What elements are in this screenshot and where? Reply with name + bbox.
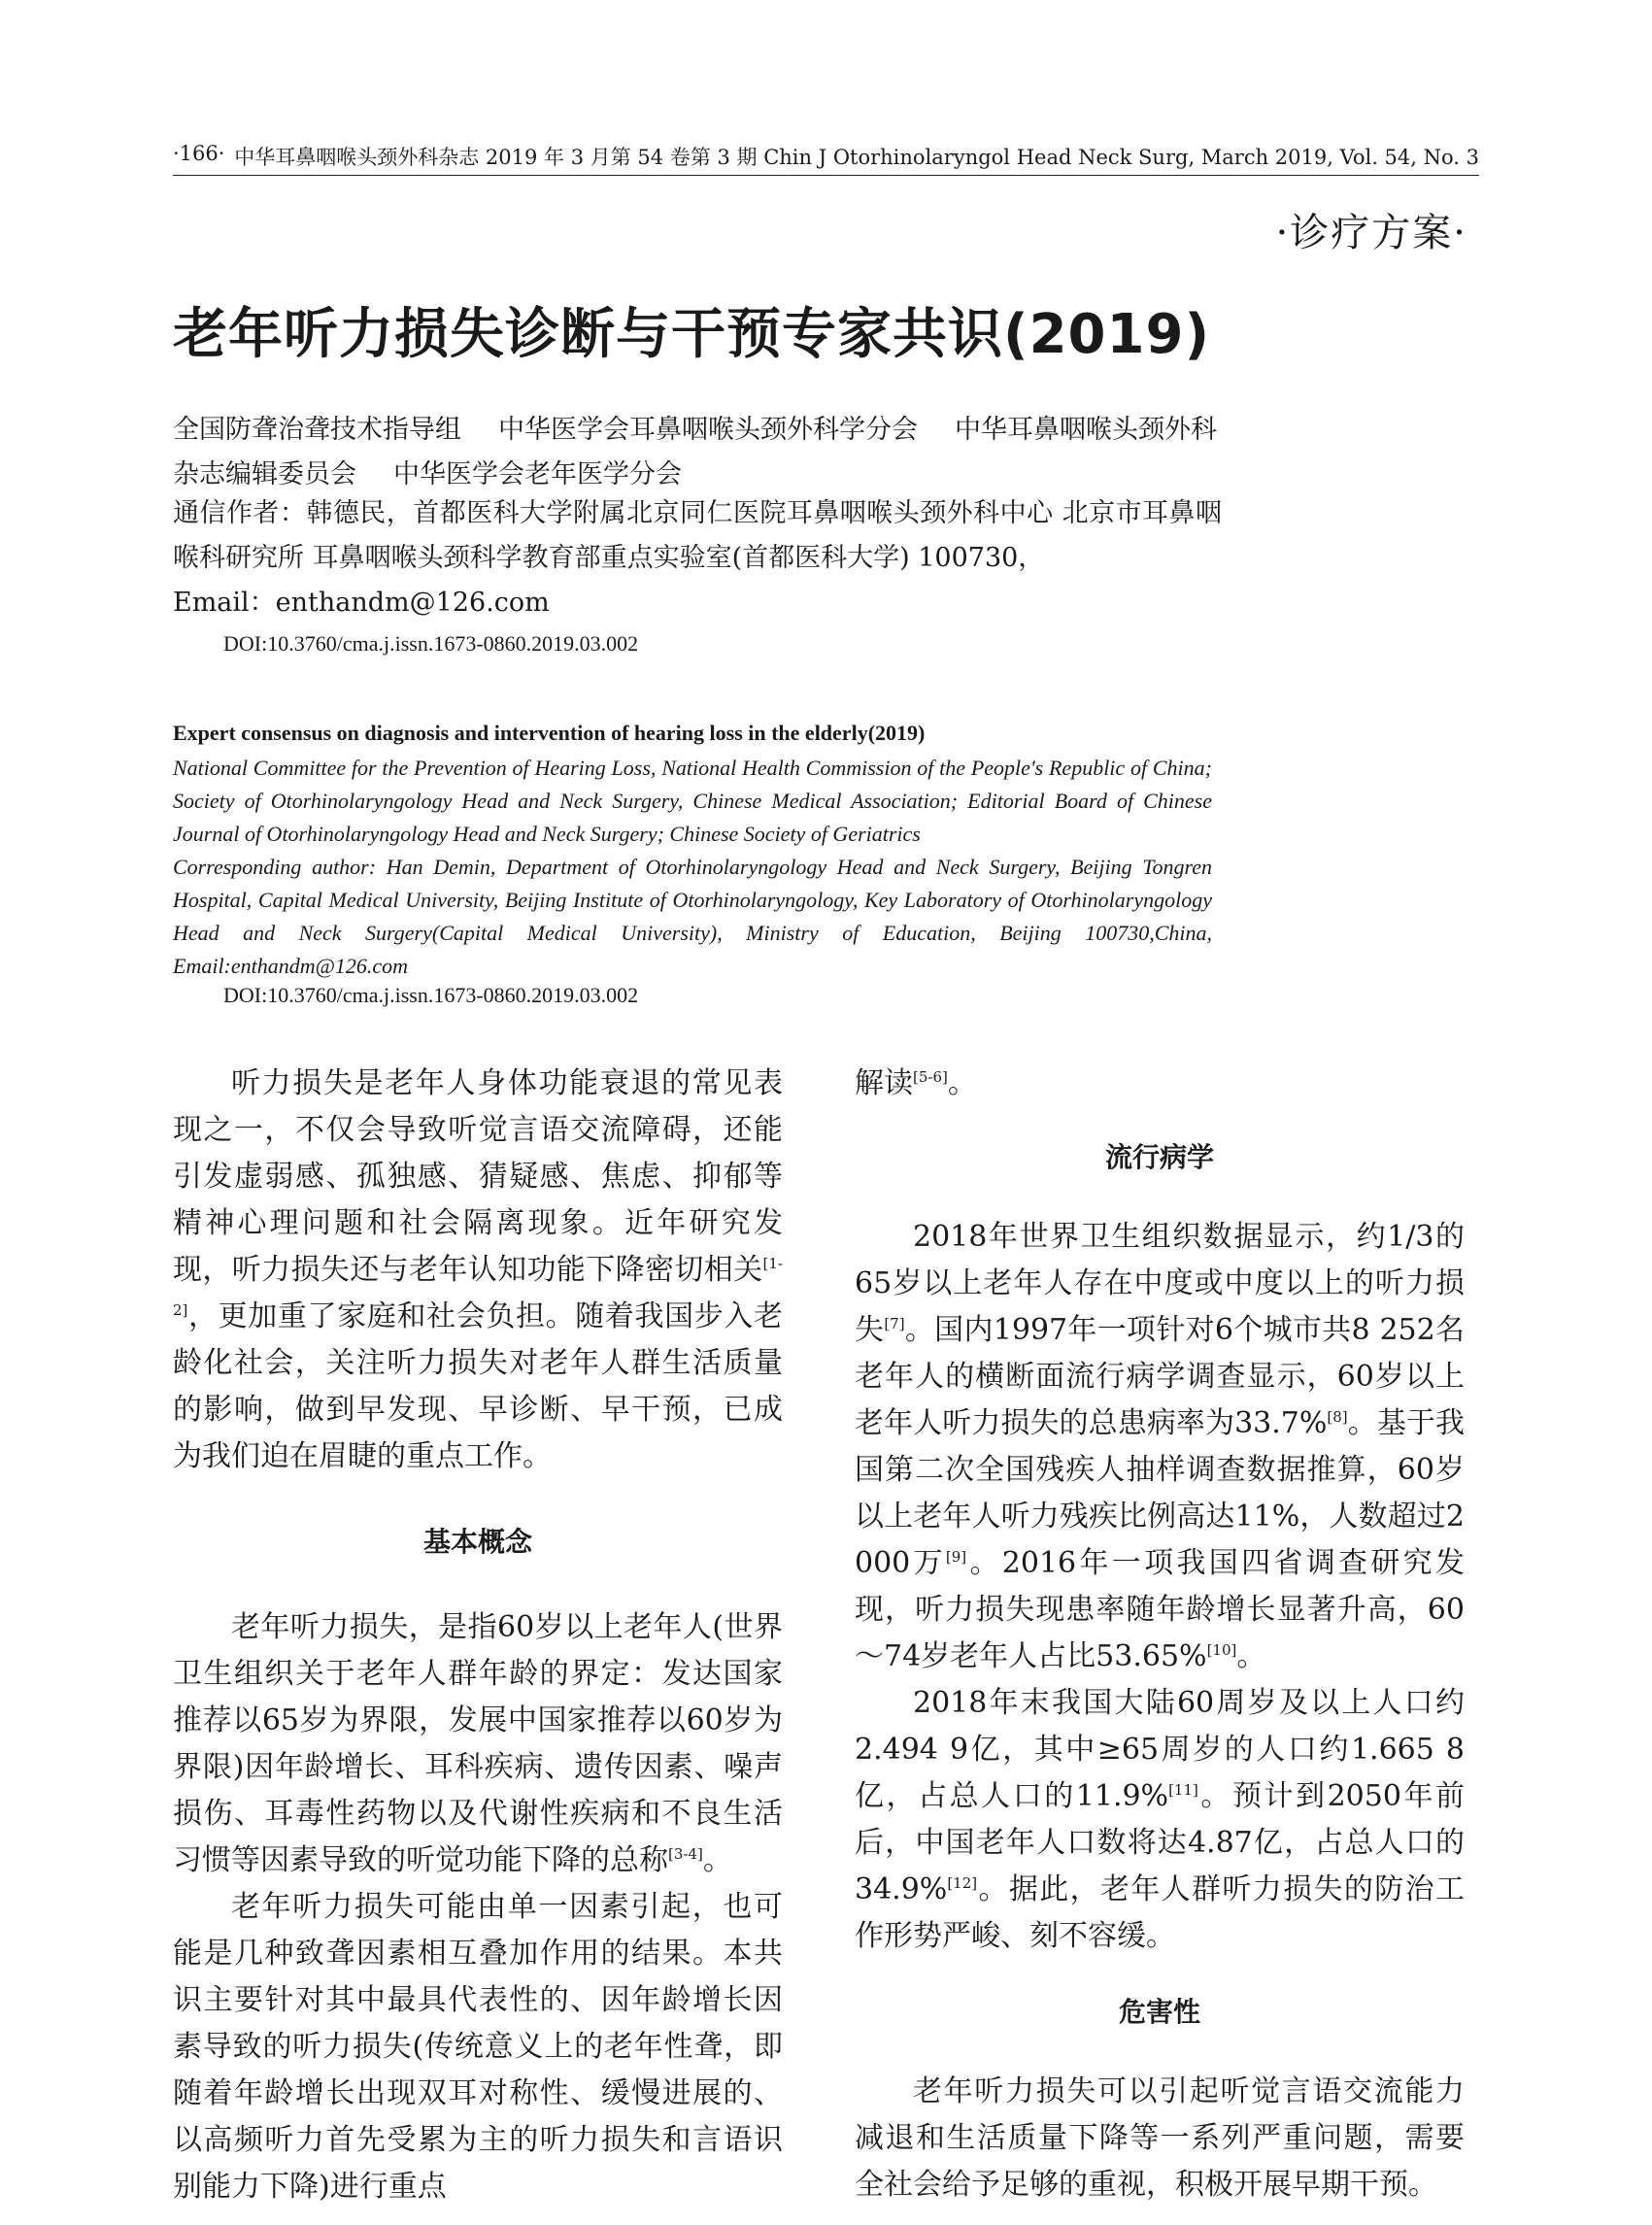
paragraph: 老年听力损失可以引起听觉言语交流能力减退和生活质量下降等一系列严重问题，需要全社会给予足够的重视，积极开展早期干预。: [855, 2074, 1465, 2202]
paragraph: 老年听力损失，是指60岁以上老年人(世界卫生组织关于老年人群年龄的界定：发达国家推荐以65岁为界限，发展中国家推荐以60岁为界限)因年龄增长、耳科疾病、遗传因素、噪声损伤、耳毒性药物以及代谢性疾病和不良生活习惯等因素导致的听觉功能下降的总称[3-4]。: [173, 1610, 783, 1877]
right-column: [855, 1061, 1465, 2208]
citation: [12]: [947, 1874, 978, 1892]
left-column: [173, 1061, 783, 2210]
article-title: 老年听力损失诊断与干预专家共识(2019): [173, 303, 1211, 366]
running-header: [173, 136, 1479, 176]
correspondence: 通信作者：韩德民，首都医科大学附属北京同仁医院耳鼻咽喉头颈外科中心 北京市耳鼻咽喉科研究所 耳鼻咽喉头颈科学教育部重点实验室(首都医科大学) 100730，: [173, 498, 1222, 573]
citation: [1-2]: [173, 1255, 783, 1319]
author-group: 中华医学会耳鼻咽喉头颈外科学分会: [498, 415, 918, 445]
english-authors: National Committee for the Prevention of Hearing Loss, National Health Commission of the People's Republic of China; Society of Otorhinolaryngology Head and Neck Surgery, Chinese Medical Association; Editorial Board of Chinese Journal of Otorhinolaryngology Head and Neck Surgery; Chinese Society of Geriatrics: [173, 756, 1212, 846]
english-doi: DOI:10.3760/cma.j.issn.1673-0860.2019.03.002: [223, 983, 639, 1007]
citation: [3-4]: [668, 1845, 703, 1863]
english-corresponding: Corresponding author: Han Demin, Department of Otorhinolaryngology Head and Neck Surgery, Beijing Tongren Hospital, Capital Medical University, Beijing Institute of Otorhinolaryngology, Key Laboratory of Otorhinolaryngology Head and Neck Surgery(Capital Medical University), Ministry of Education, Beijing 100730,China, Email:enthandm@126.com: [173, 855, 1212, 978]
english-title: Expert consensus on diagnosis and intervention of hearing loss in the elderly(2019): [173, 721, 926, 745]
author-group: 中华医学会老年医学分会: [393, 459, 682, 489]
paragraph: 2018年末我国大陆60周岁及以上人口约2.494 9亿，其中≥65周岁的人口约1.665 8亿，占总人口的11.9%[11]。预计到2050年前后，中国老年人口数将达4.87亿，占总人口的34.9%[12]。据此，老年人群听力损失的防治工作形势严峻、刻不容缓。: [855, 1686, 1465, 1953]
section-heading-epidemiology: 流行病学: [1104, 1141, 1214, 1173]
author-list: [173, 408, 1222, 497]
paragraph: 老年听力损失可能由单一因素引起，也可能是几种致聋因素相互叠加作用的结果。本共识主要针对其中最具代表性的、因年龄增长因素导致的听力损失(传统意义上的老年性聋，即随着年龄增长出现双耳对称性、缓慢进展的、以高频听力首先受累为主的听力损失和言语识别能力下降)进行重点: [173, 1890, 783, 2204]
citation: [11]: [1168, 1781, 1198, 1799]
paragraph: 听力损失是老年人身体功能衰退的常见表现之一，不仅会导致听觉言语交流障碍，还能引发虚弱感、孤独感、猜疑感、焦虑、抑郁等精神心理问题和社会隔离现象。近年研究发现，听力损失还与老年认知功能下降密切相关[1-2]，更加重了家庭和社会负担。随着我国步入老龄化社会，关注听力损失对老年人群生活质量的影响，做到早发现、早诊断、早干预，已成为我们迫在眉睫的重点工作。: [173, 1066, 783, 1473]
page-number: ·166·: [173, 142, 225, 165]
doi: DOI:10.3760/cma.j.issn.1673-0860.2019.03.002: [223, 631, 639, 656]
section-heading-basic-concepts: 基本概念: [422, 1526, 532, 1558]
citation: [7]: [884, 1315, 905, 1332]
running-head: 中华耳鼻咽喉头颈外科杂志 2019 年 3 月第 54 卷第 3 期 Chin J Otorhinolaryngol Head Neck Surg, March 2019, Vol. 54, No. 3: [234, 146, 1479, 169]
email: Email：enthandm@126.com: [173, 588, 550, 618]
author-group: 全国防聋治聋技术指导组: [173, 415, 461, 445]
author-group: 中华耳鼻咽喉头颈外科杂志编辑委员会: [173, 415, 1217, 489]
citation: [5-6]: [913, 1068, 948, 1086]
paragraph: 2018年世界卫生组织数据显示，约1/3的65岁以上老年人存在中度或中度以上的听力损失[7]。国内1997年一项针对6个城市共8 252名老年人的横断面流行病学调查显示，60岁以上老年人听力损失的总患病率为33.7%[8]。基于我国第二次全国残疾人抽样调查数据推算，60岁以上老年人听力残疾比例高达11%，人数超过2 000万[9]。2016年一项我国四省调查研究发现，听力损失现患率随年龄增长显著升高，60～74岁老年人占比53.65%[10]。: [855, 1220, 1466, 1673]
section-heading-harm: 危害性: [1118, 1996, 1200, 2028]
citation: [9]: [945, 1548, 967, 1566]
paragraph: 解读[5-6]。: [855, 1066, 977, 1100]
section-label: ·诊疗方案·: [1275, 211, 1467, 255]
citation: [8]: [1327, 1408, 1348, 1426]
citation: [10]: [1206, 1641, 1237, 1659]
